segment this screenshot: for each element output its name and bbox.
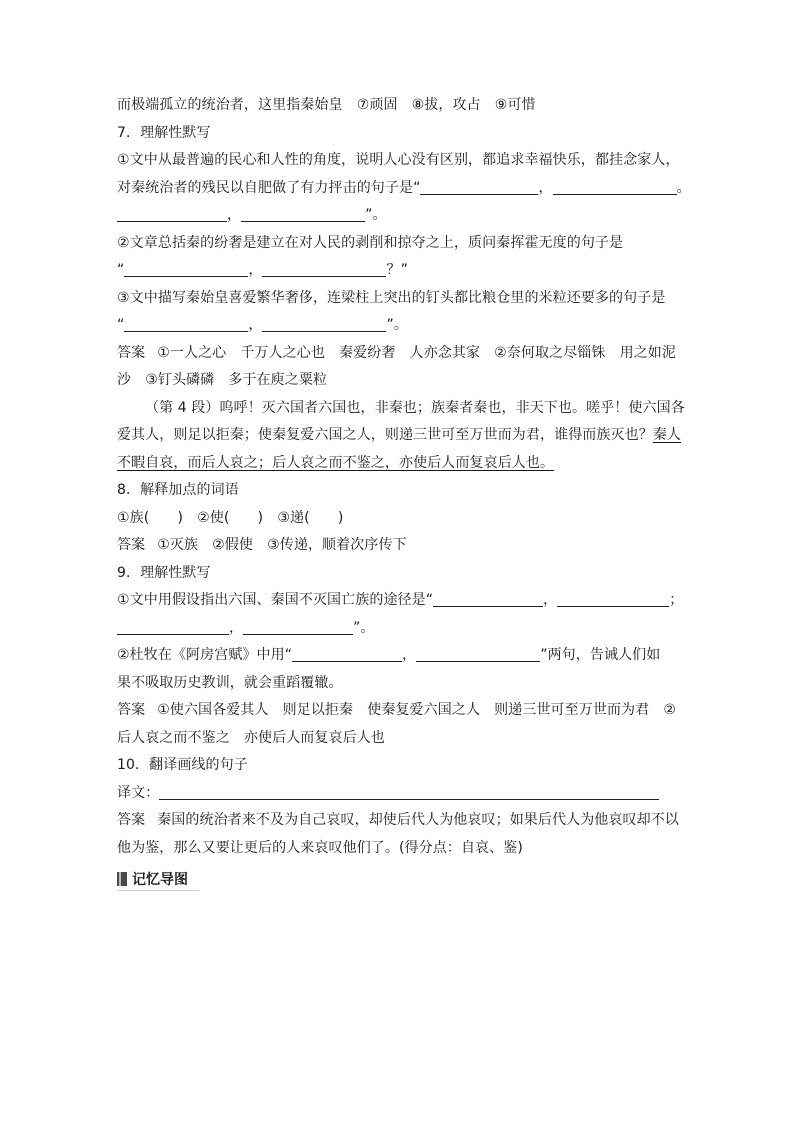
- text-line: ③文中描写秦始皇喜爱繁华奢侈，连梁柱上突出的钉头都比粮仓里的米粒还要多的句子是: [117, 289, 666, 306]
- text-line: ①文中从最普遍的民心和人性的角度，说明人心没有区别，都追求幸福快乐，都挂念家人，: [117, 152, 680, 168]
- question-9-title: 9．理解性默写: [117, 564, 211, 581]
- answer-blank[interactable]: [553, 179, 677, 195]
- answer-blank[interactable]: [117, 206, 227, 222]
- text-line: ， ”。: [117, 615, 682, 643]
- text-line: “ ， ”。: [117, 317, 408, 333]
- section-heading-text: 记忆导图: [132, 872, 188, 888]
- answer-blank[interactable]: [159, 784, 659, 800]
- question-7-title: 7．理解性默写: [117, 124, 211, 141]
- answer-line: 沙 ③钉头磷磷 多于在庾之粟粒: [117, 372, 328, 388]
- answer-blank[interactable]: [243, 619, 353, 635]
- answer-blank[interactable]: [416, 646, 540, 662]
- underlined-sentence: 秦人: [652, 427, 682, 443]
- text-line: ， ”。: [117, 202, 682, 230]
- text-line: ②杜牧在《阿房宫赋》中用“ ， ”两句，告诫人们如: [117, 647, 661, 663]
- text-line: 译文：: [117, 780, 682, 808]
- question-10-title: 10．翻译画线的句子: [117, 757, 248, 773]
- document-page: [117, 92, 691, 891]
- text-line: “ ， ？”: [117, 262, 408, 278]
- answer-line: 答案 秦国的统治者来不及为自己哀叹，却使后代人为他哀叹；如果后代人为他哀叹却不以: [117, 807, 682, 835]
- answer-blank[interactable]: [124, 316, 248, 332]
- text-line: ①文中用假设指出六国、秦国不灭国亡族的途径是“ ， ；: [117, 592, 684, 608]
- answer-blank[interactable]: [117, 619, 229, 635]
- answer-line: 答案 ①使六国各爱其人 则足以拒秦 使秦复爱六国之人 则递三世可至万世而为君 ②: [117, 697, 682, 725]
- passage-line: （第 4 段）呜呼！灭六国者六国也，非秦也；族秦者秦也，非天下也。嗟乎！使六国各: [145, 399, 685, 416]
- underlined-sentence: 不暇自哀，而后人哀之；后人哀之而不鉴之，亦使后人而复哀后人也。: [117, 454, 555, 471]
- answer-blank[interactable]: [433, 591, 543, 607]
- text-line: 对秦统治者的残民以自肥做了有力抨击的句子是“ ， 。: [117, 179, 691, 196]
- answer-blank[interactable]: [262, 261, 386, 277]
- answer-blank[interactable]: [557, 591, 669, 607]
- passage-line: [117, 450, 682, 478]
- answer-label: 答案: [117, 344, 146, 361]
- text-line: 而极端孤立的统治者，这里指秦始皇 ⑦顽固 ⑧拔，攻占 ⑨可惜: [117, 97, 536, 113]
- answer-line: 后人哀之而不鉴之 亦使后人而复哀后人也: [117, 729, 385, 746]
- text-line: ①族( ) ②使( ) ③递( ): [117, 509, 344, 526]
- answer-blank[interactable]: [420, 179, 538, 195]
- answer-line: 答案 ①灭族 ②假使 ③传递，顺着次序传下: [117, 532, 682, 560]
- passage-line: 爱其人，则足以拒秦；使秦复爱六国之人，则递三世可至万世而为君，谁得而族灭也？秦人: [117, 427, 682, 443]
- answer-label: 答案: [117, 812, 146, 828]
- answer-label: 答案: [117, 702, 146, 718]
- question-8-title: 8．解释加点的词语: [117, 482, 239, 498]
- answer-blank[interactable]: [292, 646, 402, 662]
- answer-blank[interactable]: [262, 316, 386, 332]
- section-heading: [117, 868, 199, 891]
- section-marker-icon: [117, 872, 127, 886]
- answer-label: 答案: [117, 537, 146, 553]
- answer-line: 答案 ①一人之心 千万人之心也 秦爱纷奢 人亦念其家 ②奈何取之尽锱铢 用之如泥: [117, 340, 682, 368]
- answer-blank[interactable]: [124, 261, 248, 277]
- text-line: 果不吸取历史教训，就会重蹈覆辙。: [117, 674, 343, 691]
- answer-blank[interactable]: [241, 206, 365, 222]
- text-line: ②文章总括秦的纷奢是建立在对人民的剥削和掠夺之上，质问秦挥霍无度的句子是: [117, 234, 624, 251]
- answer-line: 他为鉴，那么又要让更后的人来哀叹他们了。(得分点：自哀、鉴): [117, 839, 523, 856]
